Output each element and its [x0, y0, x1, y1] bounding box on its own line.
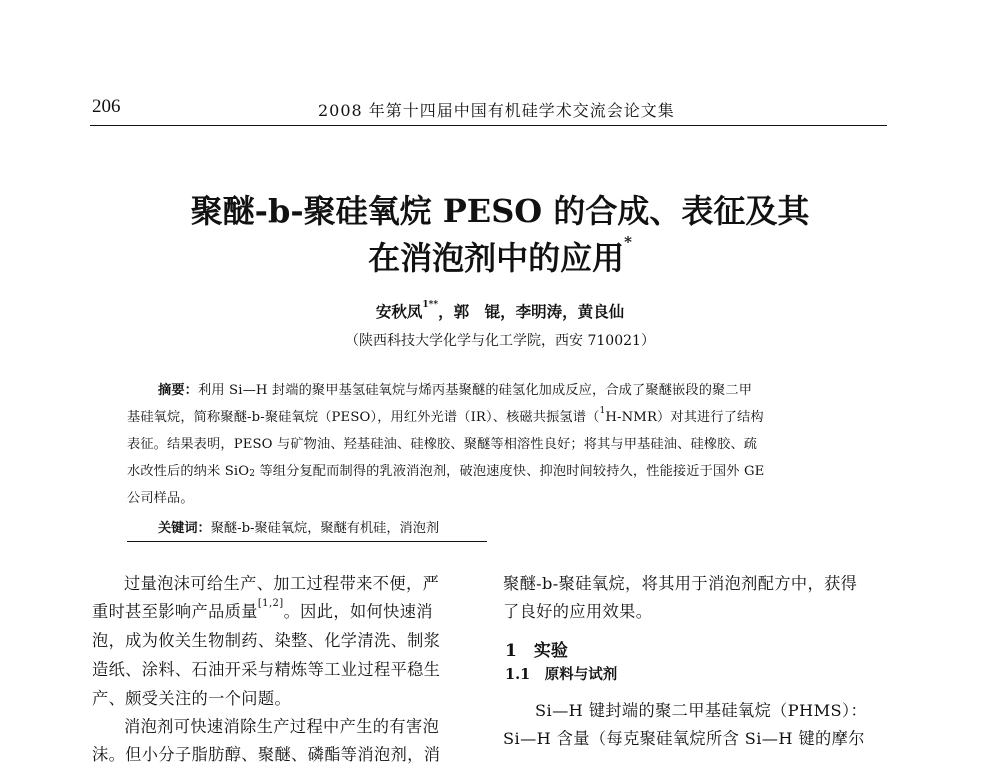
right-col-line-3: Si—H 键封端的聚二甲基硅氧烷（PHMS）： [535, 701, 868, 720]
paper-title-line-2 [0, 233, 1000, 279]
right-col-line-4: Si—H 含量（每克聚硅氧烷所含 Si—H 键的摩尔 [503, 729, 865, 748]
abstract-sup: 1 [599, 406, 606, 416]
first-author-mark: 1** [422, 300, 439, 310]
header-rule [90, 125, 887, 126]
keywords [158, 517, 439, 536]
citation-1-2: [1,2] [257, 598, 284, 609]
subsection-heading: 1.1 原料与试剂 [505, 666, 618, 683]
abstract-text-2: 基硅氧烷，简称聚醚-b-聚硅氧烷（PESO），用红外光谱（IR）、核磁共振氢谱（ [127, 410, 600, 425]
paper-title-line-1: 聚醚-b-聚硅氧烷 PESO 的合成、表征及其 [190, 192, 810, 230]
keywords-label: 关键词： [158, 521, 211, 536]
left-col-line-1: 过量泡沫可给生产、加工过程带来不便，严 [124, 574, 440, 593]
abstract-text-2-end: H-NMR）对其进行了结构 [605, 410, 764, 425]
running-header: 2008 年第十四届中国有机硅学术交流会论文集 [318, 101, 675, 120]
abstract-line-2 [127, 406, 764, 425]
keywords-rule [127, 541, 487, 542]
affiliation: （陕西科技大学化学与化工学院，西安 710021） [345, 333, 655, 349]
abstract-sub: 2 [249, 469, 256, 479]
author-list [0, 300, 1000, 322]
abstract-line-5: 公司样品。 [127, 491, 194, 506]
left-col-text-2b: 。因此，如何快速消 [283, 602, 433, 621]
left-col-line-4: 造纸、涂料、石油开采与精炼等工业过程平稳生 [92, 660, 441, 679]
left-col-text-2a: 重时甚至影响产品质量 [92, 602, 258, 621]
page-number: 206 [92, 96, 121, 117]
left-col-line-2 [92, 598, 433, 622]
abstract-line-3: 表征。结果表明，PESO 与矿物油、羟基硅油、硅橡胶、聚醚等相溶性良好；将其与甲基硅油、硅橡胶、疏 [127, 437, 758, 452]
right-col-line-2: 了良好的应用效果。 [503, 602, 653, 621]
abstract-line-1 [158, 379, 752, 398]
other-authors: ，郭 锟，李明涛，黄良仙 [438, 302, 625, 321]
abstract-line-4 [127, 460, 764, 479]
abstract-text-1: 利用 Si—H 封端的聚甲基氢硅氧烷与烯丙基聚醚的硅氢化加成反应，合成了聚醚嵌段的聚二甲 [198, 383, 753, 398]
left-col-line-5: 产、颇受关注的一个问题。 [92, 689, 292, 708]
left-col-line-3: 泡，成为攸关生物制药、染整、化学清洗、制浆 [92, 631, 441, 650]
title-footnote-mark: * [624, 233, 632, 251]
right-col-line-1: 聚醚-b-聚硅氧烷，将其用于消泡剂配方中，获得 [503, 574, 858, 593]
left-col-line-7: 沫。但小分子脂肪醇、聚醚、磷酯等消泡剂，消 [92, 745, 441, 764]
paper-title-text: 在消泡剂中的应用 [368, 239, 625, 277]
abstract-text-4a: 水改性后的纳米 SiO [127, 464, 250, 479]
first-author: 安秋凤 [375, 302, 423, 321]
section-heading: 1 实验 [505, 641, 568, 661]
keywords-text: 聚醚-b-聚硅氧烷，聚醚有机硅，消泡剂 [210, 521, 440, 536]
abstract-label: 摘要： [158, 383, 199, 398]
left-col-line-6: 消泡剂可快速消除生产过程中产生的有害泡 [124, 717, 440, 736]
abstract-text-4b: 等组分复配而制得的乳液消泡剂，破泡速度快、抑泡时间较持久，性能接近于国外 GE [255, 464, 765, 479]
